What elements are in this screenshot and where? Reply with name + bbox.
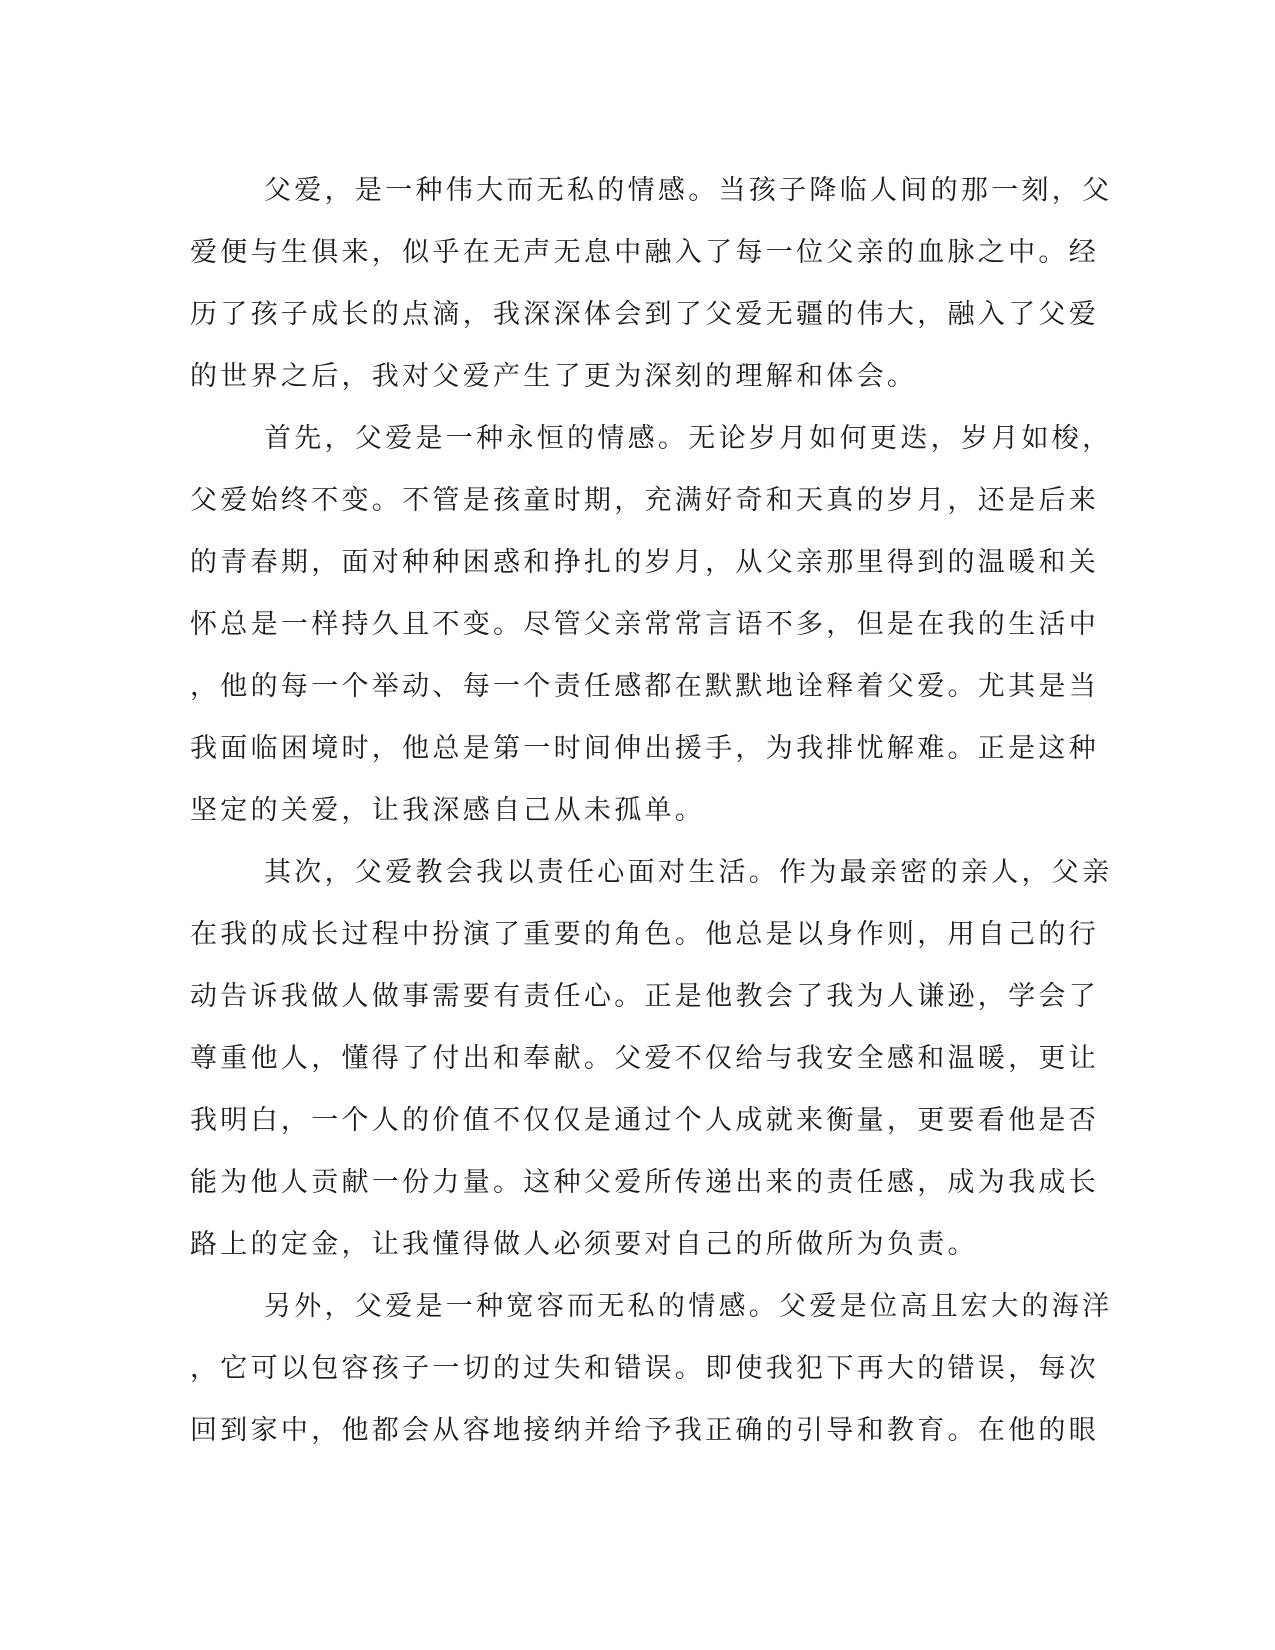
paragraph-line: 我明白，一个人的价值不仅仅是通过个人成就来衡量，更要看他是否: [190, 1105, 1099, 1136]
paragraph-line: 首先，父爱是一种永恒的情感。无论岁月如何更迭，岁月如梭，: [264, 423, 1113, 454]
paragraph-line: 其次，父爱教会我以责任心面对生活。作为最亲密的亲人，父亲: [264, 857, 1113, 888]
paragraph-line: 爱便与生俱来，似乎在无声无息中融入了每一位父亲的血脉之中。经: [190, 237, 1099, 268]
paragraph-line: 回到家中，他都会从容地接纳并给予我正确的引导和教育。在他的眼: [190, 1415, 1099, 1446]
paragraph-line: 路上的定金，让我懂得做人必须要对自己的所做所为负责。: [190, 1229, 978, 1260]
paragraph-line: 的世界之后，我对父爱产生了更为深刻的理解和体会。: [190, 361, 918, 392]
document-body: [190, 160, 1113, 1462]
paragraph-line: 的青春期，面对种种困惑和挣扎的岁月，从父亲那里得到的温暖和关: [190, 547, 1099, 578]
paragraph-line: 父爱始终不变。不管是孩童时期，充满好奇和天真的岁月，还是后来: [190, 485, 1099, 516]
paragraph-line: 父爱，是一种伟大而无私的情感。当孩子降临人间的那一刻，父: [264, 175, 1113, 206]
paragraph-line: 我面临困境时，他总是第一时间伸出援手，为我排忧解难。正是这种: [190, 733, 1099, 764]
paragraph-line: ，他的每一个举动、每一个责任感都在默默地诠释着父爱。尤其是当: [190, 671, 1099, 702]
paragraph-line: ，它可以包容孩子一切的过失和错误。即使我犯下再大的错误，每次: [190, 1353, 1099, 1384]
paragraph-line: 坚定的关爱，让我深感自己从未孤单。: [190, 795, 706, 826]
paragraph-line: 动告诉我做人做事需要有责任心。正是他教会了我为人谦逊，学会了: [190, 981, 1099, 1012]
paragraph-line: 另外，父爱是一种宽容而无私的情感。父爱是位高且宏大的海洋: [264, 1291, 1113, 1322]
paragraph-line: 在我的成长过程中扮演了重要的角色。他总是以身作则，用自己的行: [190, 919, 1099, 950]
paragraph-line: 怀总是一样持久且不变。尽管父亲常常言语不多，但是在我的生活中: [190, 609, 1099, 640]
paragraph-line: 尊重他人，懂得了付出和奉献。父爱不仅给与我安全感和温暖，更让: [190, 1043, 1099, 1074]
paragraph-line: 历了孩子成长的点滴，我深深体会到了父爱无疆的伟大，融入了父爱: [190, 299, 1099, 330]
paragraph-line: 能为他人贡献一份力量。这种父爱所传递出来的责任感，成为我成长: [190, 1167, 1099, 1198]
